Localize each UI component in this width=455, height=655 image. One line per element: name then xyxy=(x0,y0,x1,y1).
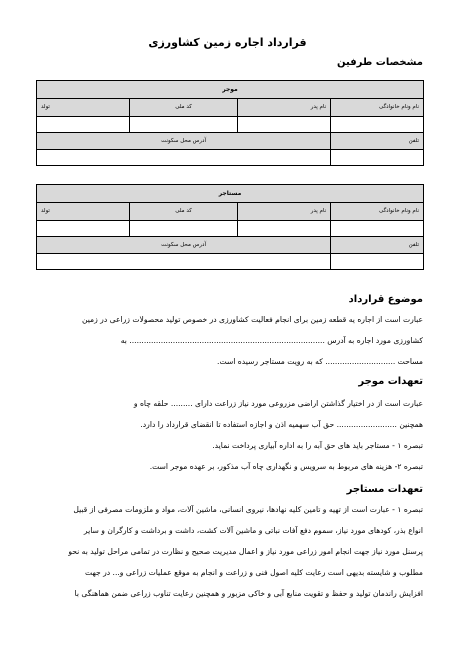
lessor-name-field[interactable] xyxy=(331,116,424,132)
lessor-phone-label: تلفن xyxy=(331,132,424,150)
lessor-note-2: تبصره ۲- هزینه های مربوط به سرویس و نگهداری چاه آب مذکور، بر عهده موجر است. xyxy=(149,462,423,471)
lessee-duties-line: مطلوب و شایسته بدیهی است رعایت کلیه اصول فنی و زراعت و انجام به موقع عملیات زراعی و... در جهت xyxy=(85,568,423,577)
lessor-duties-line: عبارت است از در اختیار گذاشتن اراضی مزروعی مورد نیاز زراعت دارای ......... حلقه چاه و xyxy=(133,399,423,408)
parties-heading: مشخصات طرفین xyxy=(337,57,423,68)
subject-paragraph xyxy=(28,309,423,372)
lessee-father-label: نام پدر xyxy=(238,203,331,221)
lessee-duties-line: پرسنل مورد نیاز جهت انجام امور زراعی مورد نیاز و اعمال مدیریت صحیح و نظارت در تمامی مراحل تولید به نحو xyxy=(68,547,423,556)
lessee-duties-line: افزایش راندمان تولید و حفظ و تقویت منابع آبی و خاکی مزبور و همچنین رعایت تناوب زراعی ضمن هماهنگی با xyxy=(74,589,423,598)
subject-heading: موضوع قرارداد xyxy=(348,294,423,305)
lessee-duties-line: انواع بذر، کودهای مورد نیاز، سموم دفع آفات نباتی و ماشین آلات کشت، داشت و برداشت و کارگران و سایر xyxy=(83,526,423,535)
lessor-note-1: تبصره ۱ - مستاجر باید های حق آبه را به اداره آبیاری پرداخت نماید. xyxy=(212,441,423,450)
lessor-father-label: نام پدر xyxy=(238,99,331,117)
lessor-phone-field[interactable] xyxy=(331,150,424,166)
lessee-name-label: نام ونام خانوادگی xyxy=(331,203,424,221)
lessor-father-field[interactable] xyxy=(238,116,331,132)
lessee-phone-field[interactable] xyxy=(331,254,424,270)
lessee-address-label: آدرس محل سکونت xyxy=(37,236,331,254)
lessee-birth-label: تولد xyxy=(37,203,130,221)
document-title: قرارداد اجاره زمین کشاورزی xyxy=(148,36,307,49)
lessor-duties-heading: تعهدات موجر xyxy=(358,376,423,387)
lessee-duties-heading: تعهدات مستاجر xyxy=(346,484,423,495)
lessee-name-field[interactable] xyxy=(331,220,424,236)
lessor-birth-label: تولد xyxy=(37,99,130,117)
lessee-father-field[interactable] xyxy=(238,220,331,236)
lessor-national-code-label: کد ملی xyxy=(129,99,237,117)
lessor-duties-paragraph xyxy=(28,393,423,435)
lessor-national-code-field[interactable] xyxy=(129,116,237,132)
lessee-national-code-field[interactable] xyxy=(129,220,237,236)
lessee-duties-line: تبصره ۱ - عبارت است از تهیه و تامین کلیه نهادها، نیروی انسانی، ماشین آلات، مواد و ملزومات مصرفی از قبیل xyxy=(73,505,423,514)
lessor-address-label: آدرس محل سکونت xyxy=(37,132,331,150)
lessee-address-field[interactable] xyxy=(37,254,331,270)
lessor-birth-field[interactable] xyxy=(37,116,130,132)
lessor-name-label: نام ونام خانوادگی xyxy=(331,99,424,117)
lessee-header: مستاجر xyxy=(37,185,424,203)
lessee-duties-paragraph xyxy=(28,499,423,604)
subject-line: مساحت ............................. که به رویت مستاجر رسیده است. xyxy=(217,357,423,366)
lessor-header: موجر xyxy=(37,81,424,99)
lessor-address-field[interactable] xyxy=(37,150,331,166)
lessee-birth-field[interactable] xyxy=(37,220,130,236)
lessee-national-code-label: کد ملی xyxy=(129,203,237,221)
lessee-phone-label: تلفن xyxy=(331,236,424,254)
lessor-duties-line: همچنین ......................... حق آب سهمیه اذن و اجازه استفاده تا انقضای قرارداد را دارد. xyxy=(140,420,423,429)
subject-line: عبارت است از اجاره یه قطعه زمین برای انجام فعالیت کشاورزی در خصوص تولید محصولات زراعی در زمین xyxy=(81,315,423,324)
lessor-table xyxy=(36,80,424,166)
subject-line: کشاورزی مورد اجاره به آدرس ................................................................................. به xyxy=(120,336,423,345)
lessee-table xyxy=(36,184,424,270)
